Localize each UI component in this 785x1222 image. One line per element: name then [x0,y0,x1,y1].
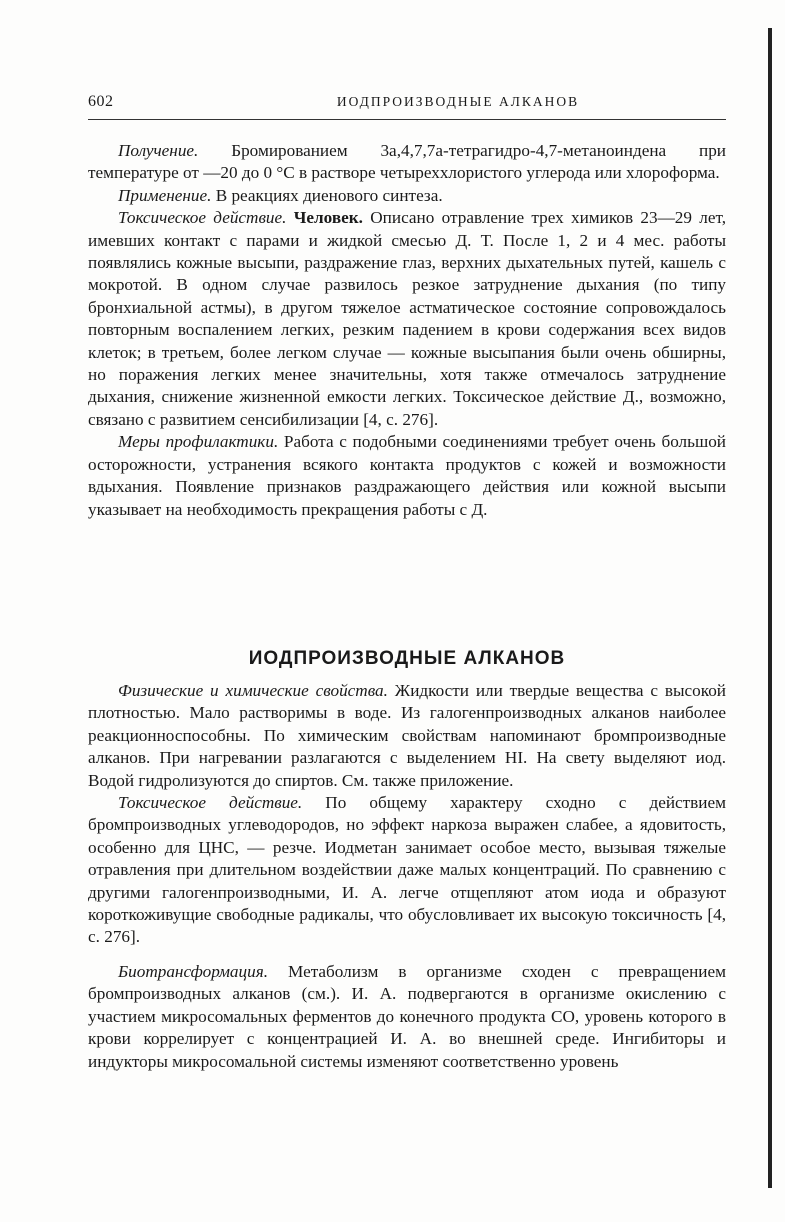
scan-edge-shadow [768,28,772,1188]
paragraph-text: Работа с подобными соединениями требует очень большой осторожности, устранения всякого контакта продуктов с кожей и возможности вдыхания. Появление признаков раздражающего действия или кожной высыпи указывает на необходимость прекращения работы с Д. [88,432,727,519]
paragraph-properties [88,680,726,792]
page-number: 602 [88,93,114,110]
paragraph-lead: Применение. [118,185,212,205]
paragraph-text: По общему характеру сходно с действием бромпроизводных углеводородов, но эффект наркоза выражен слабее, а ядовитость, особенно для ЦНС, — резче. Иодметан занимает особое место, вызывая тяжелые отравления при длительном воздействии даже малых концентраций. По сравнению с другими галогенпроизводными, И. А. легче отщепляют атом иода и образуют короткоживущие свободные радикалы, что обусловливает их высокую токсичность [4, с. 276]. [88,793,726,947]
paragraph-lead: Физические и химические свойства. [118,681,388,700]
paragraph-text: Жидкости или твердые вещества с высокой плотностью. Мало растворимы в воде. Из галогенпроизводных алканов наиболее реакционноспособны. По химическим свойствам напоминают бромпроизводные алканов. При нагревании разлагаются с выделением HI. На свету выделяют иод. Водой гидролизуются до спиртов. См. также приложение. [88,681,726,790]
paragraph-toxic-action [88,792,726,949]
section-dienes-text [88,140,726,521]
section-iodo-alkanes-text [88,680,726,1073]
paragraph-biotransformation [88,961,726,1073]
paragraph-production [88,140,726,185]
paragraph-lead: Биотрансформация. [118,961,268,981]
running-head: ИОДПРОИЗВОДНЫЕ АЛКАНОВ [336,94,580,109]
paragraph-text: В реакциях диенового синтеза. [211,185,443,205]
paragraph-toxic-action [88,207,726,431]
paragraph-lead: Токсическое действие. [118,208,287,228]
paragraph-lead: Токсическое действие. [118,793,303,813]
paragraph-subject: Человек. [286,208,363,228]
paragraph-text: Описано отравление трех химиков 23—29 лет, имевших контакт с парами и жидкой смесью Д. Т. После 1, 2 и 4 мес. работы появлялись кожные высыпи, раздражение глаз, верхних дыхательных путей, кашель с мокротой. В одном случае развилось резкое затруднение дыхания (по типу бронхиальной астмы), в другом тяжелое астматическое состояние сопровождалось повторным воспалением легких, резким падением в крови содержания всех видов клеток; в третьем, более легком случае — кожные высыпания были очень обширны, но поражения легких менее значительны, хотя также отмечалось затруднение дыхания, снижение жизненной емкости легких. Токсическое действие Д., возможно, связано с развитием сенсибилизации [4, с. 276]. [88,208,726,429]
paragraph-lead: Получение. [118,141,199,160]
page-header [88,93,726,120]
paragraph-application [88,185,726,207]
paragraph-text: Метаболизм в организме сходен с превращением бромпроизводных алканов (см.). И. А. подвергаются в организме окислению с участием микросомальных ферментов до конечного продукта CO, уровень которого в крови коррелирует с концентрацией И. А. во внешней среде. Ингибиторы и индукторы микросомальной системы изменяют соответственно уровень [88,961,726,1071]
section-title: ИОДПРОИЗВОДНЫЕ АЛКАНОВ [248,648,566,669]
paragraph-lead: Меры профилактики. [118,432,279,452]
paragraph-text: Бромированием 3а,4,7,7а-тетрагидро-4,7-метаноиндена при температуре от —20 до 0 °С в растворе четыреххлористого углерода или хлороформа. [88,141,726,183]
paragraph-prevention [88,431,726,521]
